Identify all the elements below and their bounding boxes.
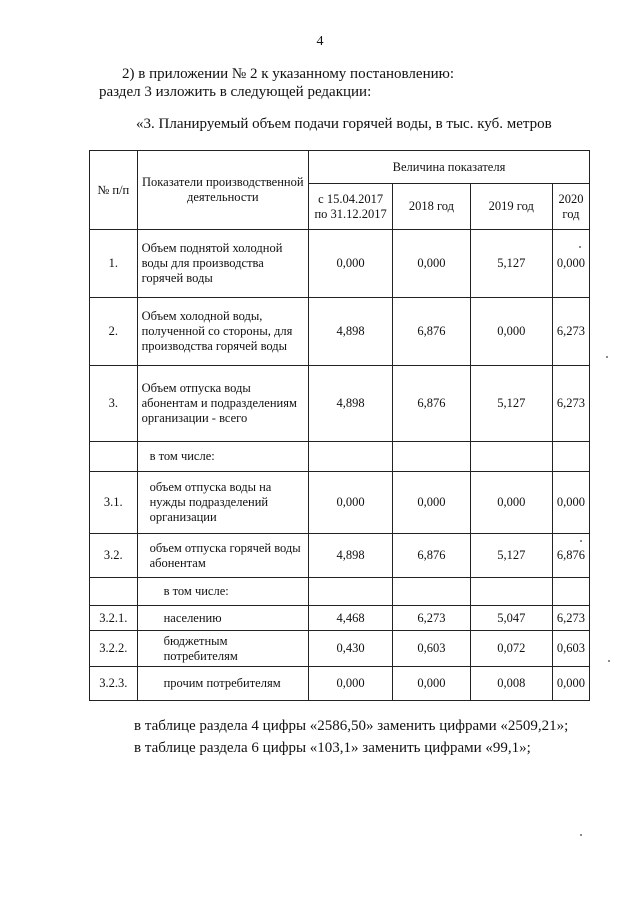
row-value: 6,876 xyxy=(552,534,589,578)
row-label: в том числе: xyxy=(137,442,308,472)
table-row xyxy=(90,230,590,298)
row-value: 6,876 xyxy=(393,366,470,442)
scan-speck xyxy=(579,246,581,248)
header-period-2020: 2020 год xyxy=(552,184,589,230)
header-num: № п/п xyxy=(90,151,138,230)
header-period-2017: с 15.04.2017 по 31.12.2017 xyxy=(309,184,393,230)
row-num: 3. xyxy=(90,366,138,442)
row-value: 0,603 xyxy=(552,631,589,667)
water-supply-table xyxy=(89,150,590,701)
row-value: 6,273 xyxy=(552,298,589,366)
row-label: Объем отпуска воды абонентам и подразделениям организации - всего xyxy=(137,366,308,442)
header-period-2019: 2019 год xyxy=(470,184,552,230)
row-num: 3.2.2. xyxy=(90,631,138,667)
row-value: 0,603 xyxy=(393,631,470,667)
scan-speck xyxy=(580,540,582,542)
row-value xyxy=(552,578,589,606)
row-value: 6,876 xyxy=(393,298,470,366)
row-value: 5,127 xyxy=(470,366,552,442)
row-value: 0,000 xyxy=(393,230,470,298)
closing-line-1: в таблице раздела 4 цифры «2586,50» заменить цифрами «2509,21»; xyxy=(134,718,569,734)
header-indicator: Показатели производственной деятельности xyxy=(137,151,308,230)
row-value: 0,000 xyxy=(470,298,552,366)
row-value: 0,000 xyxy=(393,472,470,534)
closing-line-2: в таблице раздела 6 цифры «103,1» заменить цифрами «99,1»; xyxy=(134,740,531,756)
row-value: 0,072 xyxy=(470,631,552,667)
row-label: прочим потребителям xyxy=(137,667,308,701)
row-label: в том числе: xyxy=(137,578,308,606)
row-value: 6,876 xyxy=(393,534,470,578)
table-row xyxy=(90,606,590,631)
row-num: 3.2. xyxy=(90,534,138,578)
row-num: 3.2.3. xyxy=(90,667,138,701)
row-num: 3.1. xyxy=(90,472,138,534)
row-num: 3.2.1. xyxy=(90,606,138,631)
row-value: 4,898 xyxy=(309,298,393,366)
table-row xyxy=(90,578,590,606)
row-value: 6,273 xyxy=(552,366,589,442)
row-value xyxy=(393,442,470,472)
row-value: 4,468 xyxy=(309,606,393,631)
row-value xyxy=(309,578,393,606)
row-value: 0,000 xyxy=(393,667,470,701)
intro-line-1: 2) в приложении № 2 к указанному постановлению: xyxy=(122,66,454,82)
row-value: 5,047 xyxy=(470,606,552,631)
row-num xyxy=(90,442,138,472)
row-value: 0,000 xyxy=(309,230,393,298)
row-value xyxy=(552,442,589,472)
table-row xyxy=(90,442,590,472)
row-value: 0,430 xyxy=(309,631,393,667)
row-value: 6,273 xyxy=(552,606,589,631)
row-label: объем отпуска горячей воды абонентам xyxy=(137,534,308,578)
scan-speck xyxy=(606,356,608,358)
row-value: 0,000 xyxy=(309,472,393,534)
table-row xyxy=(90,366,590,442)
row-label: бюджетным потребителям xyxy=(137,631,308,667)
page-number: 4 xyxy=(316,34,324,49)
row-label: объем отпуска воды на нужды подразделений организации xyxy=(137,472,308,534)
intro-line-2: раздел 3 изложить в следующей редакции: xyxy=(99,84,372,100)
scan-speck xyxy=(580,834,582,836)
row-value: 0,000 xyxy=(309,667,393,701)
row-label: Объем поднятой холодной воды для производства горячей воды xyxy=(137,230,308,298)
table-row xyxy=(90,631,590,667)
header-period-2018: 2018 год xyxy=(393,184,470,230)
table-row xyxy=(90,667,590,701)
row-value xyxy=(470,442,552,472)
header-value-group: Величина показателя xyxy=(309,151,590,184)
row-value: 0,000 xyxy=(470,472,552,534)
row-label: Объем холодной воды, полученной со стороны, для производства горячей воды xyxy=(137,298,308,366)
section-heading: «3. Планируемый объем подачи горячей воды, в тыс. куб. метров xyxy=(136,116,552,132)
table-row xyxy=(90,298,590,366)
table-row xyxy=(90,534,590,578)
row-num: 1. xyxy=(90,230,138,298)
scan-speck xyxy=(608,660,610,662)
row-value xyxy=(309,442,393,472)
row-value: 5,127 xyxy=(470,534,552,578)
row-num xyxy=(90,578,138,606)
row-value: 0,000 xyxy=(552,472,589,534)
row-value xyxy=(393,578,470,606)
row-value: 4,898 xyxy=(309,534,393,578)
table-row xyxy=(90,472,590,534)
row-value: 0,000 xyxy=(552,230,589,298)
row-num: 2. xyxy=(90,298,138,366)
row-value: 6,273 xyxy=(393,606,470,631)
row-value: 4,898 xyxy=(309,366,393,442)
row-value: 0,008 xyxy=(470,667,552,701)
row-label: населению xyxy=(137,606,308,631)
row-value: 5,127 xyxy=(470,230,552,298)
row-value: 0,000 xyxy=(552,667,589,701)
row-value xyxy=(470,578,552,606)
